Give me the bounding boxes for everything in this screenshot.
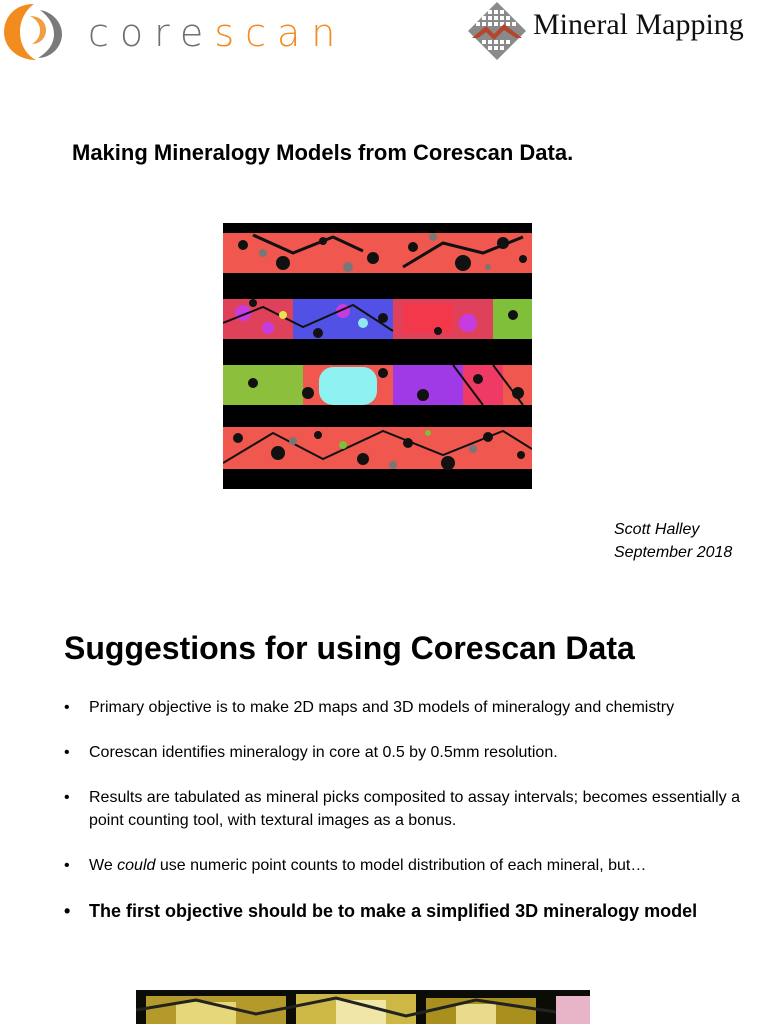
mineral-mapping-logo (466, 0, 768, 62)
bullet-list (64, 696, 744, 924)
bullet-item (64, 741, 744, 764)
bullet-item (64, 786, 744, 832)
bullet-text: The first objective should be to make a simplified 3D mineralogy model (89, 901, 698, 921)
author-block (614, 518, 732, 564)
corescan-logo-icon (0, 0, 70, 62)
mineral-mapping-wordmark: Mineral Mapping (533, 8, 744, 41)
author-name: Scott Halley (614, 521, 700, 538)
bullet-text: Results are tabulated as mineral picks composited to assay intervals; becomes essentially a point counting tool, with textural images as a bonus. (89, 789, 740, 829)
core-scan-image (223, 223, 532, 489)
bullet-item (64, 696, 744, 719)
section-title: Suggestions for using Corescan Data (64, 630, 635, 666)
bullet-dot: • (64, 857, 70, 874)
bullet-emphasis: could (117, 857, 156, 874)
bullet-text: Corescan identifies mineralogy in core at 0.5 by 0.5mm resolution. (89, 744, 558, 761)
bullet-text: Primary objective is to make 2D maps and 3D models of mineralogy and chemistry (89, 699, 675, 716)
mineral-mapping-logo-icon (466, 0, 528, 62)
corescan-logo (0, 0, 380, 62)
author-date: September 2018 (614, 544, 733, 561)
bullet-item-bold (64, 898, 744, 924)
bullet-text-before: We (89, 857, 118, 874)
bullet-dot: • (64, 744, 70, 761)
corescan-wordmark: corescan (88, 11, 347, 55)
bullet-item (64, 854, 744, 877)
page-title: Making Mineralogy Models from Corescan Data. (72, 140, 574, 165)
bullet-dot: • (64, 789, 70, 806)
bullet-dot: • (64, 901, 71, 921)
mineralogy-model-image (136, 990, 590, 1024)
bullet-dot: • (64, 699, 70, 716)
bullet-text-after: use numeric point counts to model distribution of each mineral, but… (155, 857, 647, 874)
